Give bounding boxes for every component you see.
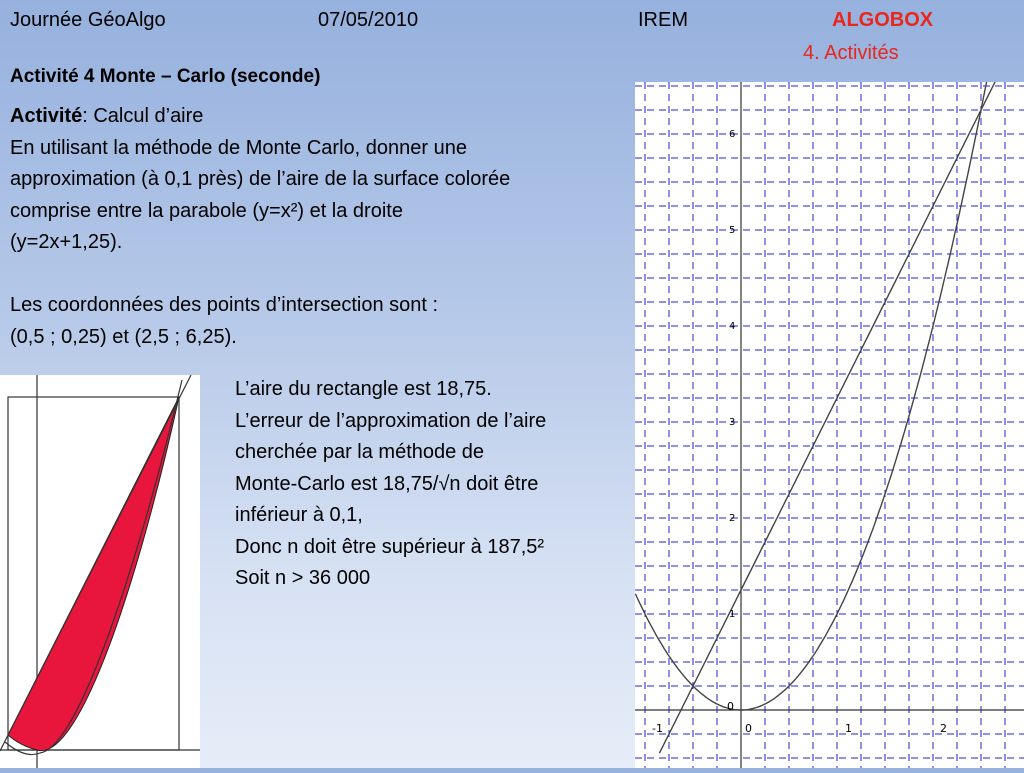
explanation-line: Donc n doit être supérieur à 187,5² [235,535,545,558]
activity-heading [10,101,510,133]
intersection-line: Les coordonnées des points d’intersection sont : [10,294,439,316]
y-tick-label: 6 [729,129,736,140]
y-tick-label: 4 [729,321,736,332]
intersection-line: (0,5 ; 0,25) et (2,5 ; 6,25). [10,325,237,348]
explanation-line: L’erreur de l’approximation de l’aire [235,409,547,432]
graph-parabola [635,82,998,710]
y-tick-label: 3 [729,417,736,428]
intro-line: En utilisant la méthode de Monte Carlo, donner une [10,136,467,159]
slide-title: Activité 4 Monte – Carlo (seconde) [10,66,321,87]
graph-panel [635,82,1024,768]
area-figure [0,375,200,768]
intro-line: approximation (à 0,1 près) de l’aire de la surface colorée [10,168,511,190]
activity-subject: : Calcul d’aire [82,105,204,127]
origin-label: 0 [727,700,734,713]
section-label: 4. Activités [803,42,899,64]
line-curve [0,375,191,751]
explanation-line: Monte-Carlo est 18,75/√n doit être [235,472,539,495]
x-tick-label: 0 [745,722,752,735]
event-date: 07/05/2010 [318,9,419,31]
y-tick-label: 2 [729,513,736,524]
explanation-line: L’aire du rectangle est 18,75. [235,378,492,400]
activity-label: Activité [10,105,83,127]
y-tick-label: 1 [729,609,736,620]
area-figure-svg [0,375,200,768]
graph-line [659,82,1005,753]
explanation-line: cherchée par la méthode de [235,441,485,463]
brand-name: ALGOBOX [832,9,934,31]
x-tick-label: 1 [845,722,852,735]
intro-line: comprise entre la parabole (y=x²) et la droite [10,199,403,222]
vertical-grid [645,82,1005,768]
explanation-line: Soit n > 36 000 [235,567,371,589]
organization-name: IREM [638,9,688,31]
activity-block [10,101,510,353]
x-tick-label: -1 [652,722,663,735]
explanation-line: inférieur à 0,1, [235,504,363,526]
intro-line: (y=2x+1,25). [10,231,123,253]
explanation-block [235,374,546,595]
x-tick-label: 2 [940,722,947,735]
event-name: Journée GéoAlgo [10,9,166,31]
graph-svg [635,82,1024,768]
y-tick-label: 5 [729,225,736,236]
